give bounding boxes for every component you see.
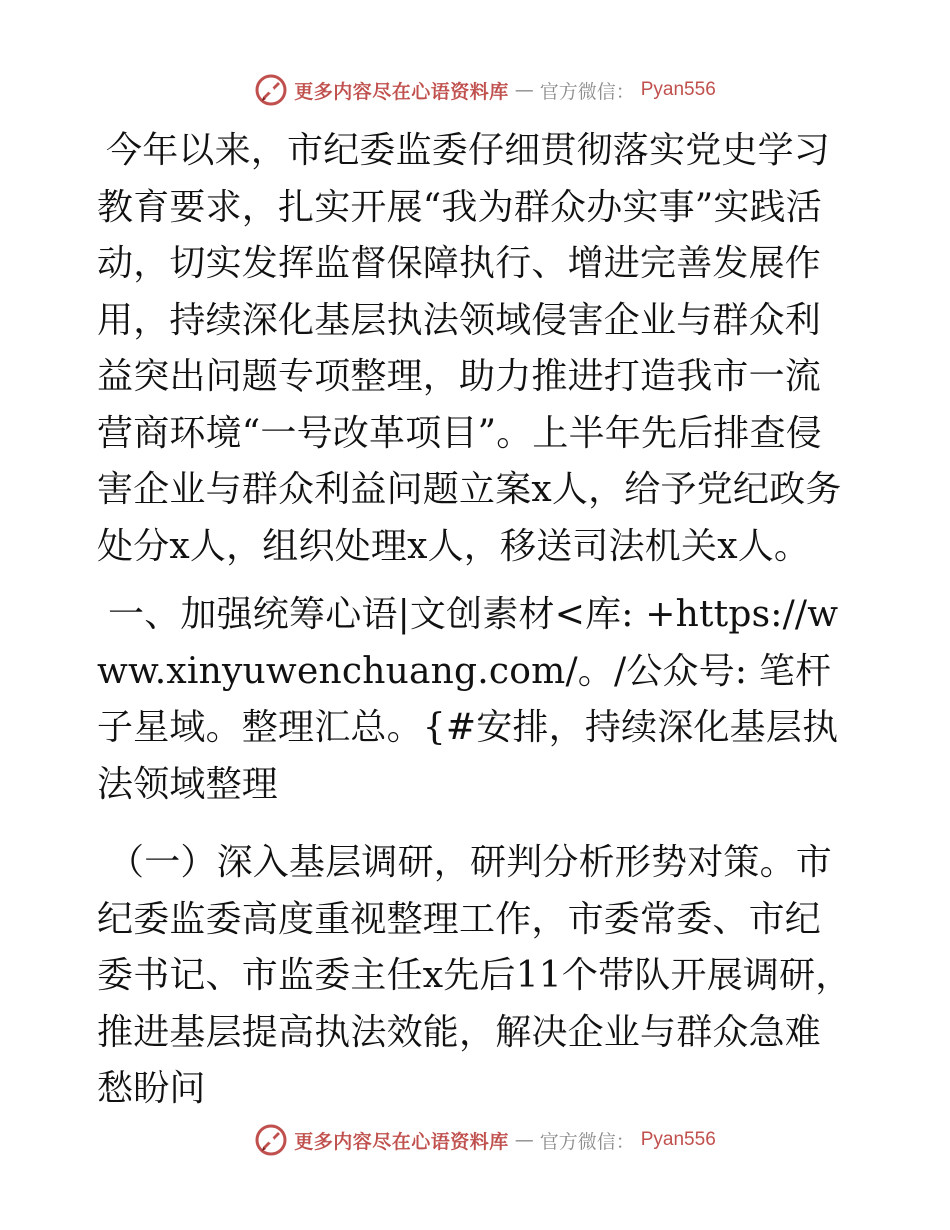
document-body [97, 123, 857, 1118]
banner-wechat-label: 官方微信： [539, 80, 635, 103]
quill-logo-icon [254, 1123, 288, 1157]
banner-site-text: 更多内容尽在心语资料库 [294, 80, 509, 103]
paragraph-intro: 今年以来，市纪委监委仔细贯彻落实党史学习教育要求，扎实开展“我为群众办实事”实践活动，切实发挥监督保障执行、增进完善发展作用，持续深化基层执法领域侵害企业与群众利益突出问题专项整理，助力推进打造我市一流营商环境“一号改革项目”。上半年先后排查侵害企业与群众利益问题立案x人，给予党纪政务处分x人，组织处理x人，移送司法机关x人。 [97, 130, 842, 567]
quill-logo-icon [254, 73, 288, 107]
banner-wechat-label: 官方微信： [539, 1130, 635, 1153]
banner-separator: — [514, 79, 534, 101]
banner-wechat-id: Pyan556 [640, 79, 716, 100]
banner-separator: — [514, 1129, 534, 1151]
banner-site-text: 更多内容尽在心语资料库 [294, 1130, 509, 1153]
paragraph-subsection: （一）深入基层调研，研判分析形势对策。市纪委监委高度重视整理工作，市委常委、市纪委书记、市监委主任x先后11个带队开展调研，推进基层提高执法效能，解决企业与群众急难愁盼问 [97, 842, 852, 1109]
footer-banner [0, 1120, 950, 1160]
paragraph-section-heading: 一、加强统筹心语|文创素材<库: +https://www.xinyuwenchuang.com/。/公众号: 笔杆子星域。整理汇总。{#安排，持续深化基层执法领域整理 [97, 594, 839, 805]
banner-wechat-id: Pyan556 [640, 1129, 716, 1150]
header-banner [0, 70, 950, 110]
